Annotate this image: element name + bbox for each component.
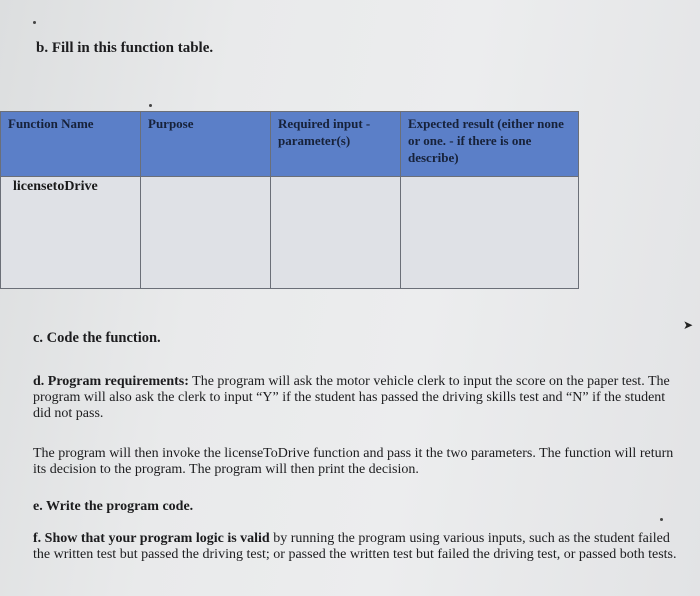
cell-expected-result: [401, 177, 579, 289]
cursor-arrow-icon: ➤: [683, 318, 694, 332]
section-d-label: d. Program requirements:: [33, 374, 189, 389]
table-header-row: [1, 112, 579, 177]
speck: [660, 518, 663, 521]
speck: [33, 21, 36, 24]
cell-purpose: [141, 177, 271, 289]
section-e-heading: e. Write the program code.: [33, 499, 194, 514]
section-d-text: The program will ask the motor vehicle clerk to input the score on the paper test. The program will also ask the clerk to input “Y” if the student has passed the driving skills test and “N” if the student did not pass.: [33, 374, 670, 421]
section-f-paragraph: [33, 531, 685, 563]
speck: [149, 104, 152, 107]
invoke-paragraph: The program will then invoke the licenseToDrive function and pass it the two parameters. The function will return its decision to the program. The program will then print the decision.: [33, 446, 674, 477]
header-function-name: Function Name: [1, 112, 141, 177]
section-f-text: by running the program using various inputs, such as the student failed the written test but passed the driving test; or passed the written test but failed the driving test, or passed both tests.: [33, 531, 677, 562]
cell-required-input: [271, 177, 401, 289]
cell-function-name: licensetoDrive: [1, 177, 141, 289]
section-b-heading: b. Fill in this function table.: [36, 40, 214, 56]
header-expected-result: Expected result (either none or one. - if there is one describe): [401, 112, 579, 177]
section-d-paragraph: [33, 374, 683, 422]
section-f-label: f. Show that your program logic is valid: [33, 531, 270, 546]
section-c-heading: c. Code the function.: [33, 330, 161, 346]
table-row: [1, 177, 579, 289]
header-purpose: Purpose: [141, 112, 271, 177]
header-required-input: Required input - parameter(s): [271, 112, 401, 177]
function-table: [0, 111, 579, 289]
